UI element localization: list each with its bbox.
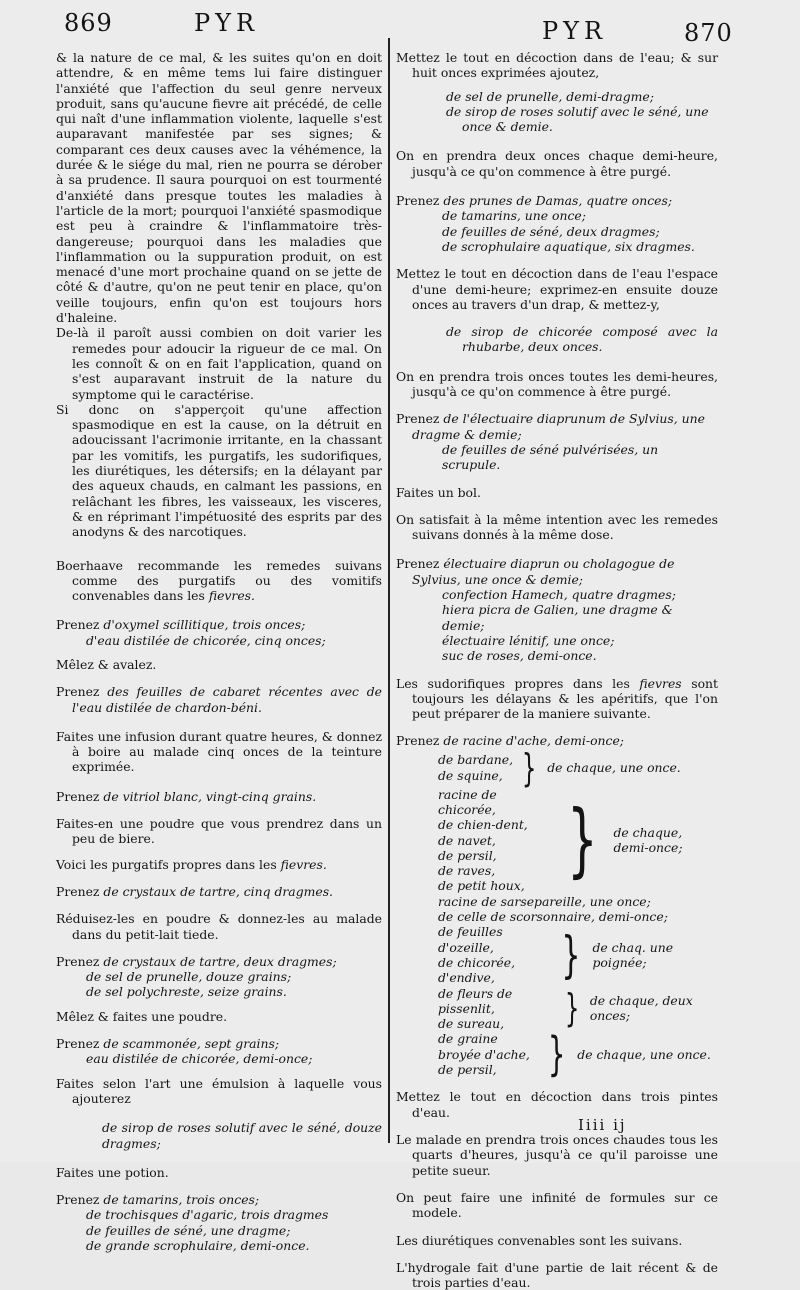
instruction-emulsion: Faites selon l'art une émulsion à laquelle vous ajouterez [56, 1075, 382, 1106]
instruction-melez-poudre: Mêlez & faites une poudre. [56, 1008, 228, 1024]
diuretiques-intro: Les diurétiques convenables sont les suivans. [396, 1232, 683, 1248]
purgatifs-intro: Voici les purgatifs propres dans les fievres. [56, 856, 327, 872]
brace-icon: } [564, 986, 579, 1031]
instruction-quarts-heures: Le malade en prendra trois onces chaudes tous les quarts d'heures, jusqu'à ce qu'il paroisse une petite sueur. [396, 1132, 718, 1178]
brace-icon: } [566, 793, 598, 887]
instruction-decoction-huit: Mettez le tout en décoction dans de l'eau; & sur huit onces exprimées ajoutez, [396, 50, 718, 81]
recipe-racine-ache: Prenez de racine d'ache, demi-once; de bardane, de squine, } de chaque, une once. racine de chicorée, de chien-dent, de navet, de persil, de raves, de petit houx, } de chaque, demi-once; racine de sarsepareille, une once; de celle de scorsonnaire, demi-once; de feuilles d'ozeille, de chicorée, d'endive, } de chaq. une poignée; de fleurs de pissenlit, de sureau, } de chaque, deux onces; de graine broyée d'ache, de persil, } de chaque, une once. [396, 733, 718, 1077]
left-page-number: 869 [64, 9, 113, 37]
sudorifiques-intro: Les sudorifiques propres dans les fievres sont toujours les délayans & les apéritifs, que l'on peut préparer de la maniere suivante. [396, 675, 718, 722]
instruction-melez-avalez: Mêlez & avalez. [56, 656, 157, 672]
instruction-infinite-formules: On peut faire une infinité de formules sur ce modele. [396, 1189, 718, 1221]
instruction-demi-heure: Mettez le tout en décoction dans de l'eau l'espace d'une demi-heure; exprimez-en ensuite douze onces au travers d'un drap, & mettez-y, [396, 266, 718, 312]
instruction-bol: Faites un bol. [396, 484, 481, 500]
group-feuilles: de feuilles d'ozeille, de chicorée, d'endive, } de chaq. une poignée; [438, 924, 674, 986]
recipe-diaprunum: Prenez de l'électuaire diaprunum de Sylvius, une dragme & demie; de feuilles de séné pulvérisées, un scrupule. [396, 411, 705, 473]
group-graine: de graine broyée d'ache, de persil, } de chaque, une once. [438, 1027, 711, 1082]
left-column [56, 50, 382, 1253]
hydrogale-recipe: L'hydrogale fait d'une partie de lait récent & de trois parties d'eau. [396, 1259, 718, 1290]
instruction-meme-intention: On satisfait à la même intention avec les remedes suivans donnés à la même dose. [396, 511, 718, 543]
instruction-reduisez: Réduisez-les en poudre & donnez-les au malade dans du petit-lait tiede. [56, 911, 382, 942]
left-running-title: PYR [194, 9, 260, 37]
right-column [396, 50, 718, 1290]
recipe-vitriol: Prenez de vitriol blanc, vingt-cinq grains. [56, 788, 317, 804]
brace-icon: } [561, 925, 581, 984]
recipe-tamarins: Prenez de tamarins, trois onces; de trochisques d'agaric, trois dragmes de feuilles de séné, une dragme; de grande scrophulaire, demi-once. [56, 1192, 329, 1253]
brace-icon: } [521, 745, 537, 790]
instruction-poudre-biere: Faites-en une poudre que vous prendrez dans un peu de biere. [56, 816, 382, 847]
instruction-infusion: Faites une infusion durant quatre heures, & donnez à boire au malade cinq onces de la teinture exprimée. [56, 728, 382, 775]
right-running-title: PYR [542, 17, 608, 45]
right-page-number: 870 [684, 19, 733, 47]
brace-icon: } [547, 1027, 566, 1082]
instruction-trois-pintes: Mettez le tout en décoction dans trois pintes d'eau. [396, 1089, 718, 1120]
additions-prunelle-sirop: de sel de prunelle, demi-dragme; de sirop de roses solutif avec le séné, une once & demie. [446, 88, 709, 135]
recipe-oxymel: Prenez d'oxymel scillitique, trois onces; d'eau distilée de chicorée, cinq onces; [56, 617, 326, 648]
recipe-cabaret: Prenez des feuilles de cabaret récentes avec de l'eau distilée de chardon-béni. [56, 684, 382, 715]
paragraph-spasm: Si donc on s'apperçoit qu'une affection spasmodique en est la cause, on la détruit en adoucissant l'acrimonie irritante, en la chassant par les vomitifs, les purgatifs, les sudorifiques, les diurétiques, les détersifs; en la délayant par des aqueux chauds, en calmant les passions, en relâchant les fibres, les vaisseaux, les visceres, & en réprimant l'impétuosité des esprits par des anodyns & des narcotiques. [56, 401, 382, 540]
group-fleurs: de fleurs de pissenlit, de sureau, } de chaque, deux onces; [438, 985, 693, 1032]
column-divider [388, 38, 390, 1143]
instruction-trois-onces: On en prendra trois onces toutes les demi-heures, jusqu'à ce qu'on commence à être purgé. [396, 368, 718, 400]
recipe-crystaux-2: Prenez de crystaux de tartre, deux dragmes; de sel de prunelle, douze grains; de sel polychreste, seize grains. [56, 953, 337, 1000]
boerhaave-intro: Boerhaave recommande les remedes suivans comme des purgatifs ou des vomitifs convenables dans les fievres. [56, 557, 382, 604]
paragraph-remedies: De-là il paroît aussi combien on doit varier les remedes pour adoucir la rigueur de ce mal. On les connoît & on en fait l'application, quand on s'est auparavant instruit de la nature du symptome qui le caractérise. [56, 325, 382, 402]
group-racines: racine de chicorée, de chien-dent, de navet, de persil, de raves, de petit houx, } de chaque, demi-once; [438, 786, 683, 894]
instruction-potion: Faites une potion. [56, 1164, 169, 1180]
group-bardane: de bardane, de squine, } de chaque, une once. [438, 745, 681, 790]
recipe-prunes-damas: Prenez des prunes de Damas, quatre onces; de tamarins, une once; de feuilles de séné, deux dragmes; de scrophulaire aquatique, six dragmes. [396, 193, 695, 254]
paragraph-anxiety: & la nature de ce mal, & les suites qu'on en doit attendre, & en même tems lui faire distinguer l'anxiété que l'affection du seul genre nerveux produit, sans qu'aucune fievre ait précédé, de celle qui naît d'une inflammation violente, laquelle s'est auparavant manifestée par ses signes; & comparant ces deux causes avec la véhémence, la durée & le siége du mal, rien ne pourra se dérober à sa prudence. Il saura pourquoi on est tourmenté d'anxiété dans presque toutes les maladies à l'article de la mort; pourquoi l'anxiété spasmodique est peu à craindre & l'inflammatoire très-dangereuse; pourquoi dans les maladies que l'inflammation ou la suppuration produit, on est menacé d'une mort prochaine quand on se jette de côté & d'autre, qu'on ne peut tenir en place, qu'on veille toujours, enfin qu'on est toujours hors d'haleine. [56, 50, 382, 326]
addition-sirop-chicoree: de sirop de chicorée composé avec la rhubarbe, deux onces. [446, 324, 718, 355]
recipe-crystaux-1: Prenez de crystaux de tartre, cinq dragmes. [56, 883, 333, 899]
addition-sirop-roses: de sirop de roses solutif avec le séné, douze dragmes; [102, 1120, 382, 1151]
recipe-electuaire-diaprun: Prenez électuaire diaprun ou cholagogue de Sylvius, une once & demie; confection Hamech, quatre dragmes; hiera picra de Galien, une dragme & demie; électuaire lénitif, une once; suc de roses, demi-once. [396, 556, 676, 664]
recipe-scammonee: Prenez de scammonée, sept grains; eau distilée de chicorée, demi-once; [56, 1036, 313, 1067]
signature-mark: Iiii ij [578, 1116, 627, 1134]
instruction-deux-onces: On en prendra deux onces chaque demi-heure, jusqu'à ce qu'on commence à être purgé. [396, 148, 718, 179]
